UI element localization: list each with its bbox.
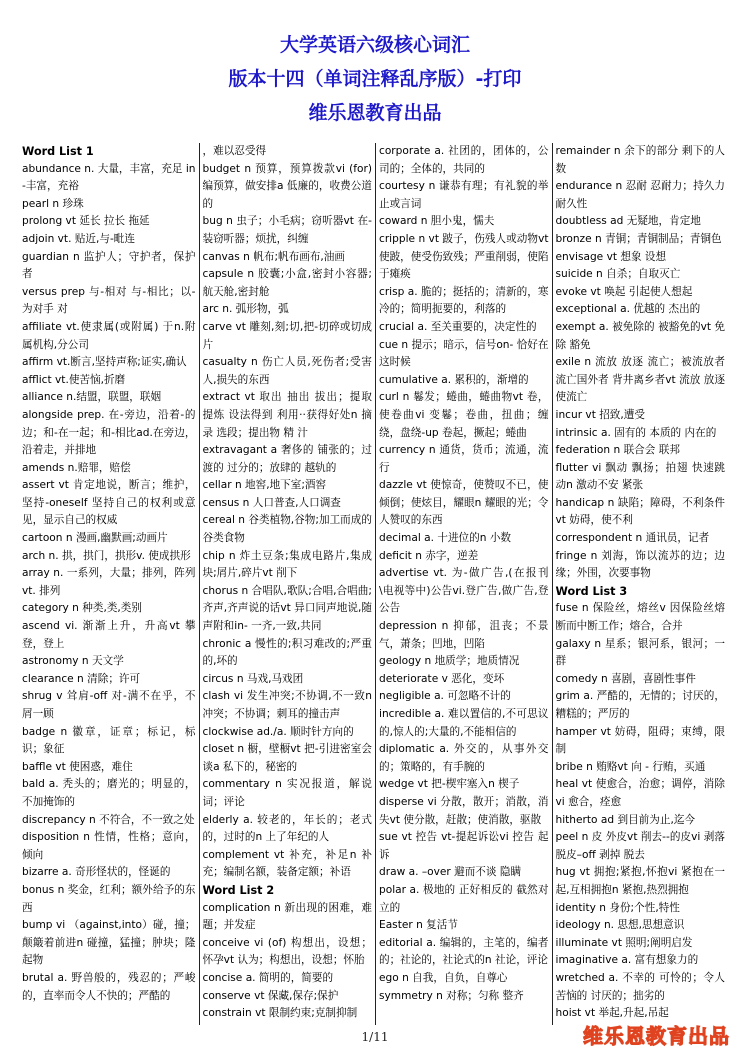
word-entry: affiliate vt.使隶属(或附属) 于n.附属机构,分公司 xyxy=(22,320,196,351)
word-entry: canvas n 帆布;帆布画布,油画 xyxy=(202,250,345,263)
word-column-3 xyxy=(375,143,552,1025)
word-entry: doubtless ad 无疑地，肯定地 xyxy=(555,215,701,228)
word-list-heading: Word List 2 xyxy=(202,883,275,897)
word-entry: peel n 皮 外皮vt 削去--的皮vi 剥落 脱皮–off 剥掉 脱去 xyxy=(555,831,725,861)
word-entry: curl n 鬈发；蜷曲，蜷曲物vt 卷，使卷曲vi 变鬈；卷曲，扭曲；缠绕，盘绕-up 卷起，撅起；蜷曲 xyxy=(379,391,549,439)
word-entry: comedy n 喜剧，喜剧性事件 xyxy=(555,672,696,685)
word-entry: bribe n 贿赂vt 向 - 行贿，买通 xyxy=(555,760,706,773)
word-entry: correspondent n 通讯员，记者 xyxy=(555,532,710,545)
word-entry: prolong vt 延长 拉长 拖延 xyxy=(22,215,150,228)
word-entry: hitherto ad 到目前为止,迄今 xyxy=(555,813,696,826)
word-column-4 xyxy=(552,143,729,1025)
word-entry: budget n 预算，预算拨款vi (for) 编预算，做安排a 低廉的，收费公道的 xyxy=(202,162,372,210)
word-entry: coward n 胆小鬼，懦夫 xyxy=(379,215,495,228)
word-entry: editorial a. 编辑的，主笔的，编者的；社论的，社论式的n 社论，评论 xyxy=(379,936,549,967)
word-entry: illuminate vt 照明;阐明启发 xyxy=(555,936,693,949)
word-entry: assert vt 肯定地说，断言；维护，坚持-oneself 坚持自己的权利或意见，显示自己的权威 xyxy=(22,479,196,527)
word-entry: brutal a. 野兽般的，残忍的；严峻的，直率而令人不快的；严酷的 xyxy=(22,971,196,1002)
word-entry: bonus n 奖金，红利；额外给予的东西 xyxy=(22,883,196,914)
word-entry: pearl n 珍珠 xyxy=(22,197,84,210)
word-entry: ascend vi. 渐渐上升，升高vt 攀登，登上 xyxy=(22,620,196,650)
word-entry: category n 种类,类,类别 xyxy=(22,602,142,615)
word-entry: negligible a. 可忽略不计的 xyxy=(379,690,511,703)
word-entry: affirm vt.断言,坚持声称;证实,确认 xyxy=(22,356,187,369)
word-entry: symmetry n 对称；匀称 整齐 xyxy=(379,989,524,1002)
word-entry: flutter vi 飘动 飘扬；拍翅 快速跳动n 激动不安 紧张 xyxy=(555,461,725,492)
word-entry: astronomy n 天文学 xyxy=(22,655,124,668)
word-entry: corporate a. 社团的，团体的，公司的；全体的，共同的 xyxy=(379,145,549,175)
word-entry: commentary n 实况报道，解说词；评论 xyxy=(202,778,372,808)
word-entry: deficit n 赤字，逆差 xyxy=(379,549,479,562)
word-entry: Easter n 复活节 xyxy=(379,919,458,932)
word-entry: versus prep 与-相对 与-相比；以-为对手 对 xyxy=(22,285,196,316)
word-entry: galaxy n 星系；银河系，银河；一群 xyxy=(555,637,725,668)
word-entry: shrug v 耸肩-off 对-满不在乎，不屑一顾 xyxy=(22,690,196,720)
word-entry: ego n 自我，自负，自尊心 xyxy=(379,971,508,984)
word-entry: intrinsic a. 固有的 本质的 内在的 xyxy=(555,426,717,439)
word-entry: geology n 地质学；地质情况 xyxy=(379,655,520,668)
word-entry: bizarre a. 奇形怪状的，怪诞的 xyxy=(22,866,171,879)
word-entry: cereal n 谷类植物,谷物;加工而成的谷类食物 xyxy=(202,514,372,545)
word-entry: guardian n 监护人；守护者，保护者 xyxy=(22,250,196,281)
word-entry: exempt a. 被免除的 被豁免的vt 免除 豁免 xyxy=(555,320,725,351)
word-entry: clockwise ad./a. 顺时针方向的 xyxy=(202,725,354,738)
word-entry: federation n 联合会 联邦 xyxy=(555,444,680,457)
title-block xyxy=(0,28,750,130)
word-entry: cellar n 地窖,地下室;酒窖 xyxy=(202,479,327,492)
word-entry: badge n 徽章，证章；标记，标识；象征 xyxy=(22,725,196,756)
word-entry: baffle vt 使困惑，难住 xyxy=(22,760,133,773)
word-entry: decimal a. 十进位的n 小数 xyxy=(379,532,512,545)
word-entry: wedge vt 把-楔牢塞入n 楔子 xyxy=(379,778,520,791)
word-entry: cumulative a. 累积的，渐增的 xyxy=(379,373,529,386)
word-entry: circus n 马戏,马戏团 xyxy=(202,672,304,685)
word-entry: hoist vt 举起,升起,吊起 xyxy=(555,1007,669,1020)
word-entry: abundance n. 大量，丰富，充足 in-丰富，充裕 xyxy=(22,162,196,193)
word-entry: courtesy n 谦恭有理；有礼貌的举止或言词 xyxy=(379,180,549,210)
word-entry: draw a. –over 避而不谈 隐瞒 xyxy=(379,866,522,879)
word-entry: deteriorate v 恶化，变坏 xyxy=(379,672,505,685)
word-entry: incur vt 招致,遭受 xyxy=(555,408,645,421)
word-entry: elderly a. 较老的，年长的；老式的，过时的n 上了年纪的人 xyxy=(202,813,372,844)
word-entry: complication n 新出现的困难，难题；并发症 xyxy=(202,901,372,932)
word-entry: disperse vi 分散，散开；消散，消失vt 使分散，赶散；使消散，驱散 xyxy=(379,795,549,826)
word-entry: exceptional a. 优越的 杰出的 xyxy=(555,303,701,316)
word-entry: cue n 提示；暗示，信号on- 恰好在这时候 xyxy=(379,338,549,369)
word-entry: diplomatic a. 外交的，从事外交的；策略的，有手腕的 xyxy=(379,743,549,773)
word-entry: closet n 橱，壁橱vt 把-引进密室会谈a 私下的，秘密的 xyxy=(202,743,372,773)
word-entry: remainder n 余下的部分 剩下的人数 xyxy=(555,145,725,175)
word-entry: casualty n 伤亡人员,死伤者;受害人,损失的东西 xyxy=(202,356,372,386)
word-entry: cripple n vt 跛子，伤残人或动物vt 使跛，使受伤致残；严重削弱，使陷于瘫痪 xyxy=(379,232,549,281)
word-entry: dazzle vt 使惊奇，使赞叹不已，使倾倒；使炫目，耀眼n 耀眼的光；令人赞叹的东西 xyxy=(379,479,549,527)
word-list-heading: Word List 1 xyxy=(22,145,94,158)
word-entry: discrepancy n 不符合，不一致之处 xyxy=(22,813,195,826)
word-entry: clearance n 清除；许可 xyxy=(22,672,141,685)
word-column-2 xyxy=(199,143,376,1025)
word-entry: bronze n 青铜；青铜制品；青铜色 xyxy=(555,232,722,245)
word-entry: grim a. 严酷的，无情的；讨厌的，糟糕的；严厉的 xyxy=(555,690,725,720)
word-entry: endurance n 忍耐 忍耐力；持久力耐久性 xyxy=(555,180,725,210)
word-column-1 xyxy=(22,143,199,1025)
word-entry: envisage vt 想象 设想 xyxy=(555,250,667,263)
word-entry: ideology n. 思想,思想意识 xyxy=(555,919,685,932)
word-entry: extravagant a 奢侈的 铺张的；过渡的 过分的；放肆的 越轨的 xyxy=(202,444,372,474)
word-entry: complement vt 补充，补足n 补充；编制名额，装备定额；补语 xyxy=(202,848,372,879)
word-entry: crucial a. 至关重要的，决定性的 xyxy=(379,320,537,333)
word-entry: bug n 虫子；小毛病；窃听器vt 在-装窃听器；烦扰，纠缠 xyxy=(202,215,372,245)
word-entry: bump vi （against,into）碰，撞；颠簸着前进n 碰撞，猛撞；肿块；隆起物 xyxy=(22,919,196,967)
word-entry: conceive vi (of) 构想出，设想；怀孕vt 认为；构想出，设想；怀胎 xyxy=(202,936,372,967)
word-entry: advertise vt. 为-做广告,(在报刊\电视等中)公告vi.登广告,做广告,登公告 xyxy=(379,567,549,615)
word-list-heading: Word List 3 xyxy=(555,584,628,598)
word-entry: afflict vt.使苦恼,折磨 xyxy=(22,373,126,386)
word-columns xyxy=(22,143,728,1025)
document-subtitle: 版本十四（单词注释乱序版）-打印 xyxy=(228,68,522,90)
word-entry: hamper vt 妨碍，阻碍；束缚，限制 xyxy=(555,725,725,756)
word-entry: extract vt 取出 抽出 拔出；提取 提炼 设法得到 利用··获得好处n 摘录 选段；提出物 精 汁 xyxy=(202,391,372,439)
word-entry: arch n. 拱，拱门，拱形v. 使成拱形 xyxy=(22,549,191,562)
word-entry: crisp a. 脆的；挺括的；清新的，寒冷的；简明扼要的，利落的 xyxy=(379,285,549,316)
word-entry: sue vt 控告 vt-提起诉讼vi 控告 起诉 xyxy=(379,831,549,861)
word-entry: array n. 一系列，大量；排列，阵列vt. 排列 xyxy=(22,567,196,597)
word-entry: chronic a 慢性的;积习难改的;严重的,坏的 xyxy=(202,637,372,668)
word-entry: exile n 流放 放逐 流亡；被流放者 流亡国外者 背井离乡者vt 流放 放逐 使流亡 xyxy=(555,356,725,404)
word-entry: polar a. 极地的 正好相反的 截然对立的 xyxy=(379,883,549,914)
word-entry: arc n. 弧形物，弧 xyxy=(202,303,289,316)
word-entry: hug vt 拥抱;紧抱,怀抱vi 紧抱在一起,互相拥抱n 紧抱,热烈拥抱 xyxy=(555,866,725,896)
word-entry: identity n 身份;个性,特性 xyxy=(555,901,680,914)
word-entry: adjoin vt. 贴近,与-毗连 xyxy=(22,232,135,245)
word-entry: ，难以忍受得 xyxy=(202,145,267,157)
word-entry: bald a. 秃头的；磨光的；明显的，不加掩饰的 xyxy=(22,778,196,808)
word-entry: cartoon n 漫画,幽默画;动画片 xyxy=(22,532,168,545)
document-title: 大学英语六级核心词汇 xyxy=(279,34,470,56)
word-entry: chip n 炸土豆条;集成电路片,集成块;屑片,碎片vt 削下 xyxy=(202,549,372,580)
word-entry: alongside prep. 在-旁边，沿着-的边；和-在一起；和-相比ad.在旁边，沿着走，并排地 xyxy=(22,408,196,457)
word-entry: suicide n 自杀；自取灭亡 xyxy=(555,268,681,281)
word-entry: handicap n 缺陷；障碍，不利条件vt 妨碍，使不利 xyxy=(555,496,725,527)
word-entry: concise a. 简明的，简要的 xyxy=(202,971,334,984)
word-entry: wretched a. 不幸的 可怜的；令人苦恼的 讨厌的；拙劣的 xyxy=(555,971,725,1002)
word-entry: incredible a. 难以置信的,不可思议的,惊人的;大量的,不能相信的 xyxy=(379,708,549,738)
publisher-line: 维乐恩教育出品 xyxy=(308,102,442,124)
word-entry: imaginative a. 富有想象力的 xyxy=(555,954,699,967)
word-entry: disposition n 性情，性格；意向，倾向 xyxy=(22,831,196,861)
word-entry: currency n 通货，货币；流通，流行 xyxy=(379,444,549,474)
word-entry: evoke vt 唤起 引起使人想起 xyxy=(555,285,693,298)
word-entry: conserve vt 保藏,保存;保护 xyxy=(202,989,339,1002)
word-entry: amends n.赔罪，赔偿 xyxy=(22,461,131,474)
word-entry: chorus n 合唱队,歌队;合唱,合唱曲;齐声,齐声说的话vt 异口同声地说,随声附和in- 一齐,一致,共同 xyxy=(202,584,372,633)
word-entry: clash vi 发生冲突;不协调,不一致n 冲突；不协调；刺耳的撞击声 xyxy=(202,690,372,720)
word-entry: constrain vt 限制约束;克制抑制 xyxy=(202,1007,358,1020)
word-entry: depression n 抑郁，沮丧；不景气，萧条；凹地，凹陷 xyxy=(379,620,549,650)
word-entry: capsule n 胶囊;小盒,密封小容器;航天舱,密封舱 xyxy=(202,268,372,298)
word-entry: fringe n 刘海，饰以流苏的边；边缘；外围，次要事物 xyxy=(555,549,725,580)
page-number: 1/11 xyxy=(361,1030,389,1044)
word-entry: carve vt 雕刻,刻;切,把-切碎或切成片 xyxy=(202,320,372,351)
publisher-logo: 维乐恩教育出品 xyxy=(583,1024,730,1048)
word-entry: heal vt 使愈合，治愈；调停，消除vi 愈合，痊愈 xyxy=(555,778,725,808)
word-entry: fuse n 保险丝，熔丝v 因保险丝熔断而中断工作；熔合，合并 xyxy=(555,602,725,633)
word-entry: census n 人口普查,人口调查 xyxy=(202,496,341,509)
word-entry: alliance n.结盟，联盟，联姻 xyxy=(22,391,162,404)
